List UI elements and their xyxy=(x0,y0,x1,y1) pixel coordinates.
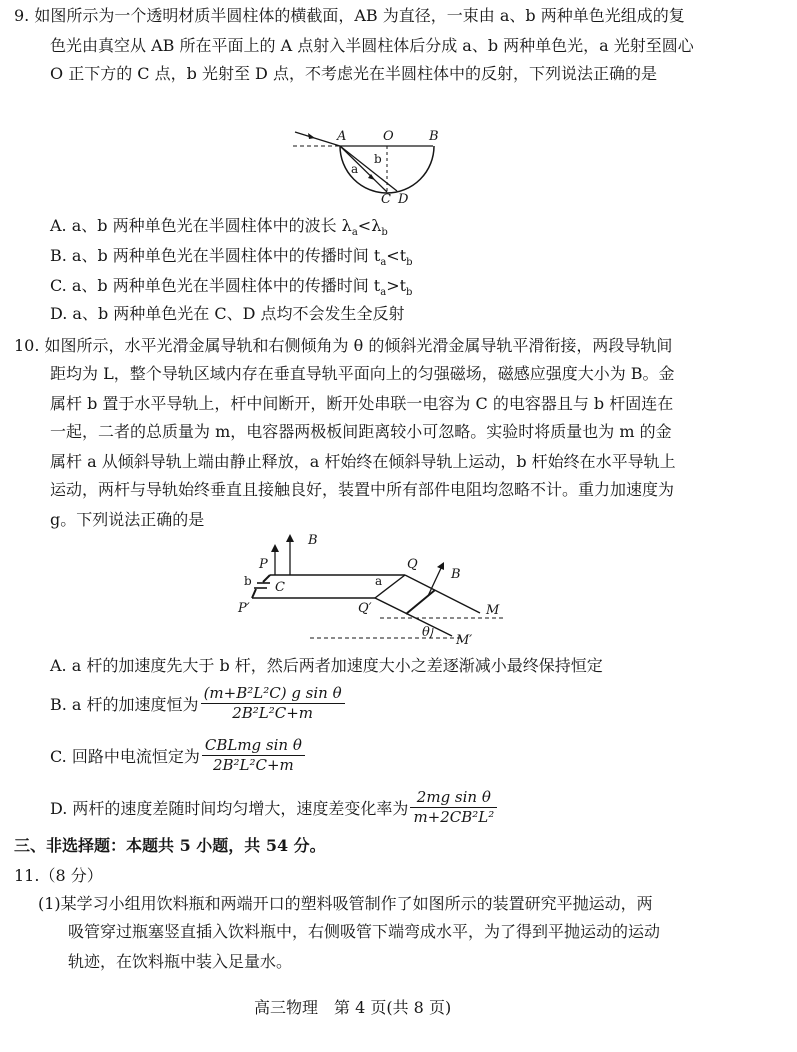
q10-option-d-fraction: $\frac{\text{2mg sin θ}}{\text{m+2CB²L²}}$ xyxy=(410,788,497,827)
q9-label-B: B xyxy=(429,129,439,144)
q9-label-D: D xyxy=(398,192,409,207)
q9-incident-ray xyxy=(295,132,340,146)
q10-option-c-fraction: $\frac{\text{CBLmg sin θ}}{\text{2B²L²C+m}}$ xyxy=(202,736,305,775)
q9-stem-line1: 9. 如图所示为一个透明材质半圆柱体的横截面，AB 为直径，一束由 a、b 两种单色光组成的复 xyxy=(14,6,685,25)
q9-incident-arrow-icon xyxy=(308,133,315,139)
q10-label-Mp: M′ xyxy=(456,633,473,648)
q10-label-P: P xyxy=(259,557,268,572)
q11-part1-line2: 吸管穿过瓶塞竖直插入饮料瓶中，右侧吸管下端弯成水平，为了得到平抛运动的运动 xyxy=(68,922,661,941)
q10-stem-line5: 属杆 a 从倾斜导轨上端由静止释放，a 杆始终在倾斜导轨上运动，b 杆始终在水平导轨上 xyxy=(50,452,676,471)
q9-stem-line2: 色光由真空从 AB 所在平面上的 A 点射入半圆柱体后分成 a、b 两种单色光，a 光射至圆心 xyxy=(50,36,694,55)
q10-label-b: b xyxy=(244,574,252,588)
q11-part1-line3: 轨迹，在饮料瓶中装入足量水。 xyxy=(68,952,293,971)
q10-stem-line3: 属杆 b 置于水平导轨上，杆中间断开，断开处串联一电容为 C 的电容器且与 b 杆固连在 xyxy=(50,394,674,413)
q9-option-b: B. a、b 两种单色光在半圆柱体中的传播时间 $t_a<t_b$ xyxy=(50,246,413,269)
q10-label-Qp: Q′ xyxy=(358,601,372,616)
q10-label-B1: B xyxy=(308,533,318,548)
q10-label-Q: Q xyxy=(407,557,418,572)
q10-rod-b-upper xyxy=(263,575,270,582)
q10-rod-a xyxy=(406,590,435,614)
q10-label-theta: θ xyxy=(422,625,430,640)
q9-label-C: C xyxy=(381,192,391,207)
q9-stem-line3: O 正下方的 C 点，b 光射至 D 点，不考虑光在半圆柱体中的反射，下列说法正确的是 xyxy=(50,64,657,83)
q9-option-d: D. a、b 两种单色光在 C、D 点均不会发生全反射 xyxy=(50,304,405,323)
q10-label-C: C xyxy=(275,580,285,595)
q10-option-d: D. 两杆的速度差随时间均匀增大，速度差变化率为 $\frac{\text{2mg sin θ}}{\text{m+2CB²L²}}$ xyxy=(50,788,497,827)
q10-stem-line4: 一起，二者的总质量为 m，电容器两极板间距离较小可忽略。实验时将质量也为 m 的金 xyxy=(50,422,672,441)
q10-incline-bottom xyxy=(375,598,452,636)
q9-option-c: C. a、b 两种单色光在半圆柱体中的传播时间 $t_a>t_b$ xyxy=(50,276,413,299)
q10-angle-arc xyxy=(430,628,433,638)
q10-field-arrow-1-icon xyxy=(286,534,294,542)
q11-part1-line1: (1)某学习小组用饮料瓶和两端开口的塑料吸管制作了如图所示的装置研究平抛运动，两 xyxy=(38,894,653,913)
q10-rod-b-lower xyxy=(252,589,256,598)
q10-stem-line7: g。下列说法正确的是 xyxy=(50,510,205,529)
q10-option-a: A. a 杆的加速度先大于 b 杆，然后两者加速度大小之差逐渐减小最终保持恒定 xyxy=(50,656,603,675)
section-3-heading: 三、非选择题：本题共 5 小题，共 54 分。 xyxy=(14,836,326,855)
q10-label-a: a xyxy=(375,574,383,588)
q10-option-b: B. a 杆的加速度恒为 $\frac{\text{(m+B²L²C) g sin θ}}{\text{2B²L²C+m}}$ xyxy=(50,684,345,723)
q9-label-a: a xyxy=(351,162,359,176)
q10-stem-line1: 10. 如图所示，水平光滑金属导轨和右侧倾角为 θ 的倾斜光滑金属导轨平滑衔接，两段导轨间 xyxy=(14,336,673,355)
q9-label-O: O xyxy=(383,129,394,144)
q10-stem-line2: 距均为 L，整个导轨区域内存在垂直导轨平面向上的匀强磁场，磁感应强度大小为 B。金 xyxy=(50,364,675,383)
q9-semicircle-figure xyxy=(285,120,455,215)
q10-field-arrow-2-icon xyxy=(271,544,279,552)
q10-label-M: M xyxy=(486,603,500,618)
q9-label-b: b xyxy=(374,152,382,166)
q10-label-B2: B xyxy=(451,567,461,582)
q10-field-line-3 xyxy=(428,566,442,596)
q10-stem-line6: 运动，两杆与导轨始终垂直且接触良好，装置中所有部件电阻均忽略不计。重力加速度为 xyxy=(50,480,675,499)
q11-header: 11.（8 分） xyxy=(14,866,103,885)
q9-label-A: A xyxy=(337,129,347,144)
q10-label-Pp: P′ xyxy=(238,601,250,616)
q10-option-b-fraction: $\frac{\text{(m+B²L²C) g sin θ}}{\text{2B²L²C+m}}$ xyxy=(201,684,345,723)
q10-incline-top xyxy=(405,575,480,613)
q9-ray-b xyxy=(340,146,397,191)
q9-option-a: A. a、b 两种单色光在半圆柱体中的波长 $\lambda_a<\lambda_b$ xyxy=(50,216,388,239)
page-footer: 高三物理 第 4 页(共 8 页) xyxy=(254,998,452,1017)
q10-option-c: C. 回路中电流恒定为 $\frac{\text{CBLmg sin θ}}{\text{2B²L²C+m}}$ xyxy=(50,736,305,775)
q10-rail-figure xyxy=(230,528,520,650)
